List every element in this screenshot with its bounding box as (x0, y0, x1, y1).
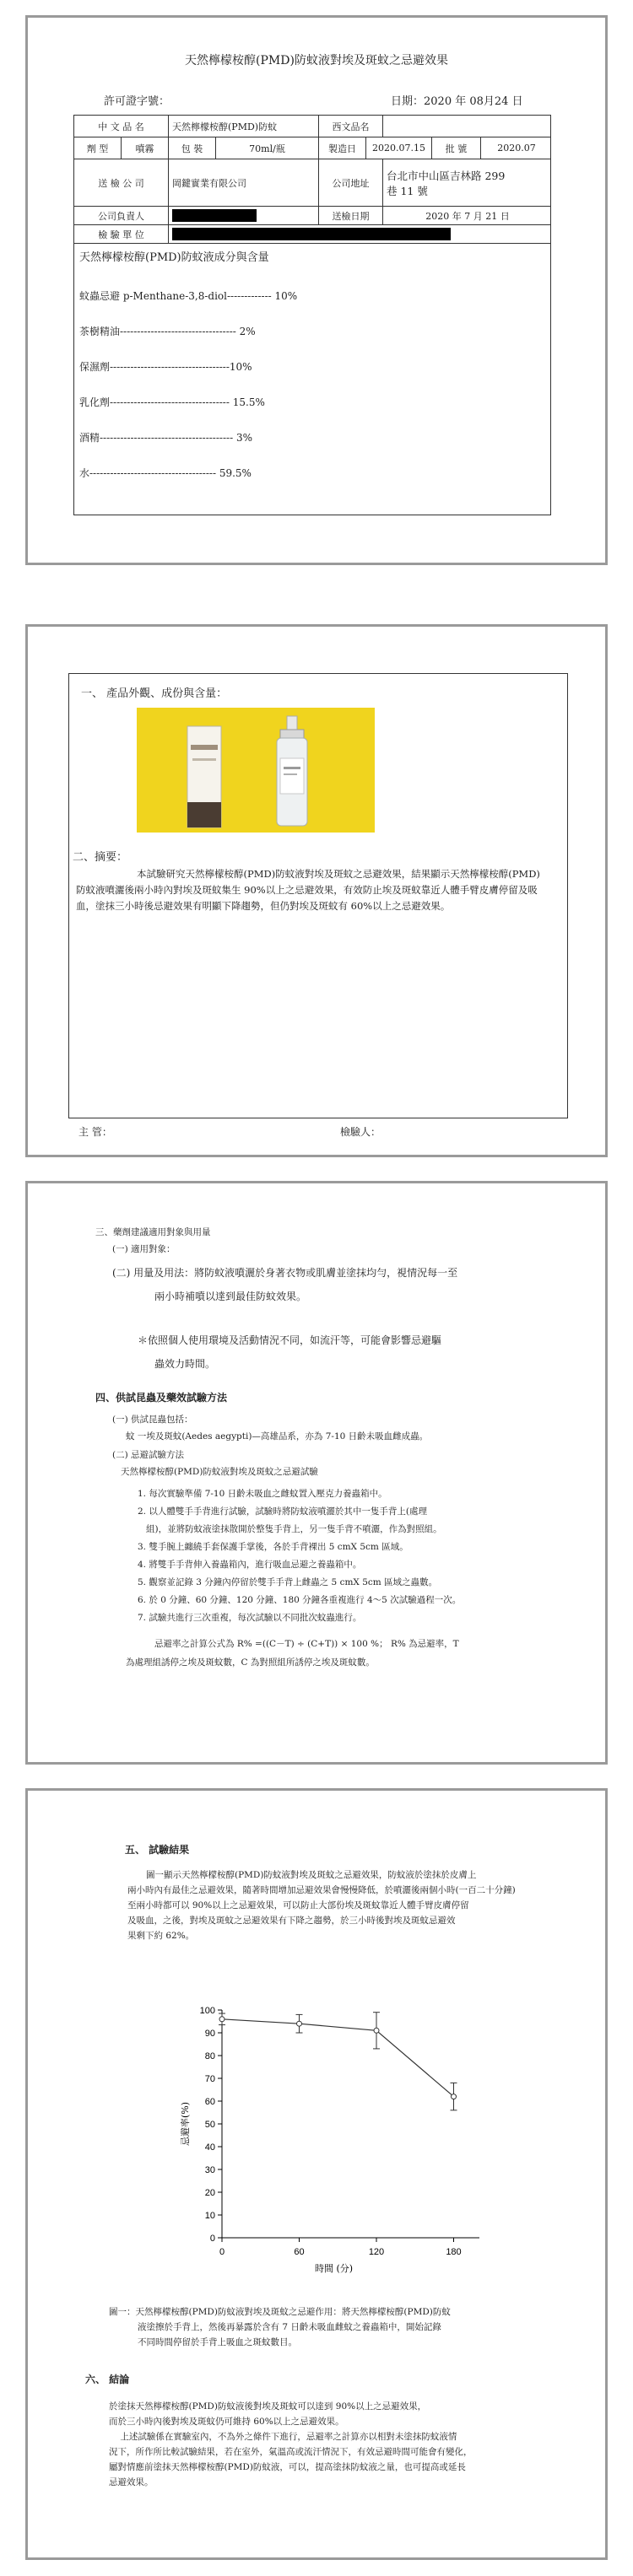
redaction-bar (172, 228, 451, 240)
page-1-application-form (25, 15, 608, 565)
method-step: 6. 於 0 分鐘、60 分鐘、120 分鐘、180 分鐘各重複進行 4～5 次試驗過程一次。 (138, 1595, 462, 1605)
page-4-results (25, 1788, 608, 2560)
cell-label: 包 裝 (169, 137, 216, 159)
method-step: 4. 將雙手手背伸入養蟲箱內，進行吸血忌避之養蟲箱中。 (138, 1560, 362, 1570)
x-tick-label: 60 (294, 2247, 305, 2257)
usage-note: ＊依照個人使用環境及活動情況不同，如流汗等，可能會影響忌避驅 (138, 1334, 442, 1346)
results-line: 圖一顯示天然檸檬桉醇(PMD)防蚊液對埃及斑蚊之忌避效果，防蚊液於塗抹於皮膚上 (146, 1870, 477, 1880)
results-line: 至兩小時都可以 90%以上之忌避效果，可以防止大部份埃及斑蚊靠近人體手臂皮膚停留 (127, 1900, 469, 1910)
formula-text-cont: 為處理組誘停之埃及斑蚊數，C 為對照組所誘停之埃及斑蚊數。 (126, 1657, 375, 1668)
cell-label: 劑 型 (74, 137, 122, 159)
y-axis-title: 忌避率(%) (180, 2101, 191, 2147)
data-point (219, 2017, 225, 2022)
product-bottle-image (137, 708, 375, 833)
composition-item: 酒精--------------------------------------- 3% (79, 432, 252, 444)
usage-note-cont: 蟲效力時間。 (154, 1358, 216, 1370)
composition-title: 天然檸檬桉醇(PMD)防蚊液成分與含量 (79, 251, 269, 264)
redacted-owner (169, 207, 319, 224)
x-tick-label: 180 (446, 2247, 462, 2257)
data-point (297, 2021, 302, 2026)
cell-label: 檢 驗 單 位 (74, 225, 169, 243)
table-row (74, 116, 550, 137)
cell-value (383, 116, 552, 137)
usage-instructions: (二) 用量及用法：將防蚊液噴灑於身著衣物或肌膚並塗抹均勻，視情況每一至 (112, 1267, 458, 1279)
repellency-line-chart (171, 1997, 500, 2276)
y-tick-label: 90 (204, 2029, 215, 2039)
y-tick-label: 20 (204, 2188, 215, 2198)
results-line: 兩小時內有最佳之忌避效果，隨著時間增加忌避效果會慢慢降低，於噴灑後兩個小時(一百二十分鐘) (127, 1885, 516, 1895)
product-info-table (73, 115, 551, 515)
y-tick-label: 60 (204, 2097, 215, 2107)
cell-label: 批 號 (432, 137, 481, 159)
method-step: 7. 試驗共進行三次重複，每次試驗以不同批次蚊蟲進行。 (138, 1613, 362, 1623)
method-step: 5. 觀察並記錄 3 分鐘內停留於雙手手背上雌蟲之 5 cmX 5cm 區域之蟲數。 (138, 1577, 438, 1587)
cell-value: 2020.07 (497, 143, 536, 154)
table-row (74, 225, 550, 244)
conclusion-line: 忌避效果。 (109, 2477, 154, 2487)
address-line-2: 巷 11 號 (387, 184, 428, 197)
page-3-methods (25, 1181, 608, 1765)
method-step: 3. 雙手腕上纏繞手套保護手掌後，各於手背裸出 5 cmX 5cm 區域。 (138, 1542, 408, 1552)
cell-label: 送檢日期 (319, 207, 383, 224)
y-tick-label: 100 (199, 2006, 215, 2016)
permit-number-label: 許可證字號： (104, 95, 170, 108)
y-tick-label: 80 (204, 2051, 215, 2061)
page-2-summary (25, 624, 608, 1157)
report-date: 日期：2020 年 08月24 日 (391, 95, 523, 108)
method-step: 組)，並將防蚊液塗抹散開於整隻手背上，另一隻手背不噴灑，作為對照組。 (138, 1524, 442, 1534)
y-tick-label: 40 (204, 2142, 215, 2153)
composition-item: 保濕劑-----------------------------------10% (79, 361, 252, 373)
company-address (383, 159, 552, 206)
results-line: 及吸血，之後，對埃及斑蚊之忌避效果有下降之趨勢，於三小時後對埃及斑蚊忌避效 (127, 1916, 456, 1926)
composition-item: 茶樹精油---------------------------------- 2% (79, 326, 256, 337)
cell-value: 2020 年 7 月 21 日 (425, 210, 510, 222)
cell-label: 送 檢 公 司 (74, 159, 169, 206)
section-heading-conclusion: 六、 結論 (85, 2374, 130, 2385)
method-step: 1. 每次實驗準備 7-10 日齡未吸血之雌蚊置入壓克力養蟲箱中。 (138, 1489, 387, 1499)
usage-instructions-cont: 兩小時補噴以達到最佳防蚊效果。 (154, 1291, 307, 1302)
test-method-title: 天然檸檬桉醇(PMD)防蚊液對埃及斑蚊之忌避試驗 (121, 1467, 318, 1477)
cell-value: 噴霧 (122, 137, 169, 159)
y-tick-label: 30 (204, 2165, 215, 2175)
subheading-target: (一) 適用對象： (112, 1244, 176, 1254)
cell-label: 公司負責人 (74, 207, 169, 224)
cell-value: 天然檸檬桉醇(PMD)防蚊 (169, 116, 319, 137)
section-heading-abstract: 二、摘要： (73, 851, 128, 864)
redacted-lab (169, 225, 552, 243)
cell-label: 製造日 (319, 137, 366, 159)
section-heading-appearance: 一、 產品外觀、成份與含量： (81, 687, 228, 700)
method-step: 2. 以人體雙手手背進行試驗，試驗時將防蚊液噴灑於其中一隻手背上(處理 (138, 1506, 427, 1517)
data-point (374, 2028, 379, 2033)
cell-value: 2020.07.15 (366, 137, 432, 159)
series-line (222, 2019, 454, 2097)
formula-text: 忌避率之計算公式為 R% =((C－T) ÷ (C+T)) × 100 %； R% 為忌避率，T (154, 1639, 459, 1649)
y-tick-label: 50 (204, 2120, 215, 2130)
caption-line: 液塗擦於手背上，然後再暴露於含有 7 日齡未吸血雌蚊之養蟲箱中，開始記錄 (138, 2322, 441, 2332)
y-tick-label: 0 (209, 2234, 215, 2244)
redaction-bar (172, 209, 257, 222)
section-heading-usage: 三、藥劑建議適用對象與用量 (95, 1227, 211, 1237)
x-tick-label: 120 (368, 2247, 385, 2257)
summary-box (68, 673, 568, 1118)
table-row (74, 159, 550, 207)
y-tick-label: 70 (204, 2074, 215, 2084)
conclusion-line: 於塗抹天然檸檬桉醇(PMD)防蚊液後對埃及斑蚊可以達到 90%以上之忌避效果， (109, 2401, 427, 2412)
cell-label: 中 文 品 名 (74, 116, 169, 137)
address-line-1: 台北市中山區吉林路 299 (387, 169, 506, 182)
composition-item: 水------------------------------------- 59.5% (79, 467, 252, 479)
table-row (74, 137, 550, 159)
section-heading-methods: 四、供試昆蟲及藥效試驗方法 (95, 1392, 228, 1404)
cell-value: 岡鍵實業有限公司 (169, 159, 319, 206)
supervisor-signature-label: 主 管： (78, 1126, 112, 1138)
x-tick-label: 0 (219, 2247, 225, 2257)
subheading-insects: (一) 供試昆蟲包括： (112, 1415, 193, 1425)
caption-line: 不同時間停留於手背上吸血之斑蚊數目。 (138, 2337, 297, 2347)
conclusion-line: 上述試驗係在實驗室內，不為外之條件下進行，忌避率之計算亦以相對未塗抹防蚊液情 (109, 2432, 457, 2442)
conclusion-line: 屬對情應前塗抹天然檸檬桉醇(PMD)防蚊液，可以，提高塗抹防蚊液之量，也可提高或延長 (109, 2462, 466, 2472)
caption-line: 圖一：天然檸檬桉醇(PMD)防蚊液對埃及斑蚊之忌避作用：將天然檸檬桉醇(PMD)防蚊 (109, 2307, 451, 2317)
cell-value: 70ml/瓶 (216, 137, 319, 159)
conclusion-line: 而於三小時內後對埃及斑蚊仍可維持 60%以上之忌避效果。 (109, 2417, 344, 2427)
insect-description: 蚊 一埃及斑蚊(Aedes aegypti)—高雄品系，亦為 7-10 日齡未吸血雌成蟲。 (126, 1431, 429, 1442)
results-line: 果剩下約 62%。 (127, 1931, 195, 1941)
subheading-test-method: (二) 忌避試驗方法 (112, 1450, 185, 1460)
abstract-text: 本試驗研究天然檸檬桉醇(PMD)防蚊液對埃及斑蚊之忌避效果，結果顯示天然檸檬桉醇(PMD)防蚊液噴灑後兩小時內對埃及斑蚊集生 90%以上之忌避效果，有效防止埃及斑蚊靠近人體手臂皮膚停留及吸血，塗抹三小時後忌避效果有明顯下降趨勢，但仍對埃及斑蚊有 60%以上之忌避效果。 (76, 868, 540, 912)
table-row (74, 207, 550, 225)
product-photo (137, 708, 375, 833)
section-heading-results: 五、 試驗結果 (125, 1844, 190, 1856)
y-tick-label: 10 (204, 2211, 215, 2221)
cell-label: 公司地址 (319, 159, 383, 206)
composition-item: 乳化劑----------------------------------- 15.5% (79, 396, 265, 408)
data-point (452, 2094, 457, 2099)
document-title: 天然檸檬桉醇(PMD)防蚊液對埃及斑蚊之忌避效果 (185, 54, 448, 67)
cell-label: 西文品名 (319, 116, 383, 137)
inspector-signature-label: 檢驗人： (340, 1126, 381, 1138)
conclusion-line: 況下，所作所比較試驗結果，若在室外，氣溫高或流汗情況下，有效忌避時間可能會有變化， (109, 2447, 473, 2457)
composition-item: 蚊蟲忌避 p-Menthane-3,8-diol------------- 10% (79, 290, 298, 302)
x-axis-title: 時間 (分) (314, 2263, 354, 2274)
